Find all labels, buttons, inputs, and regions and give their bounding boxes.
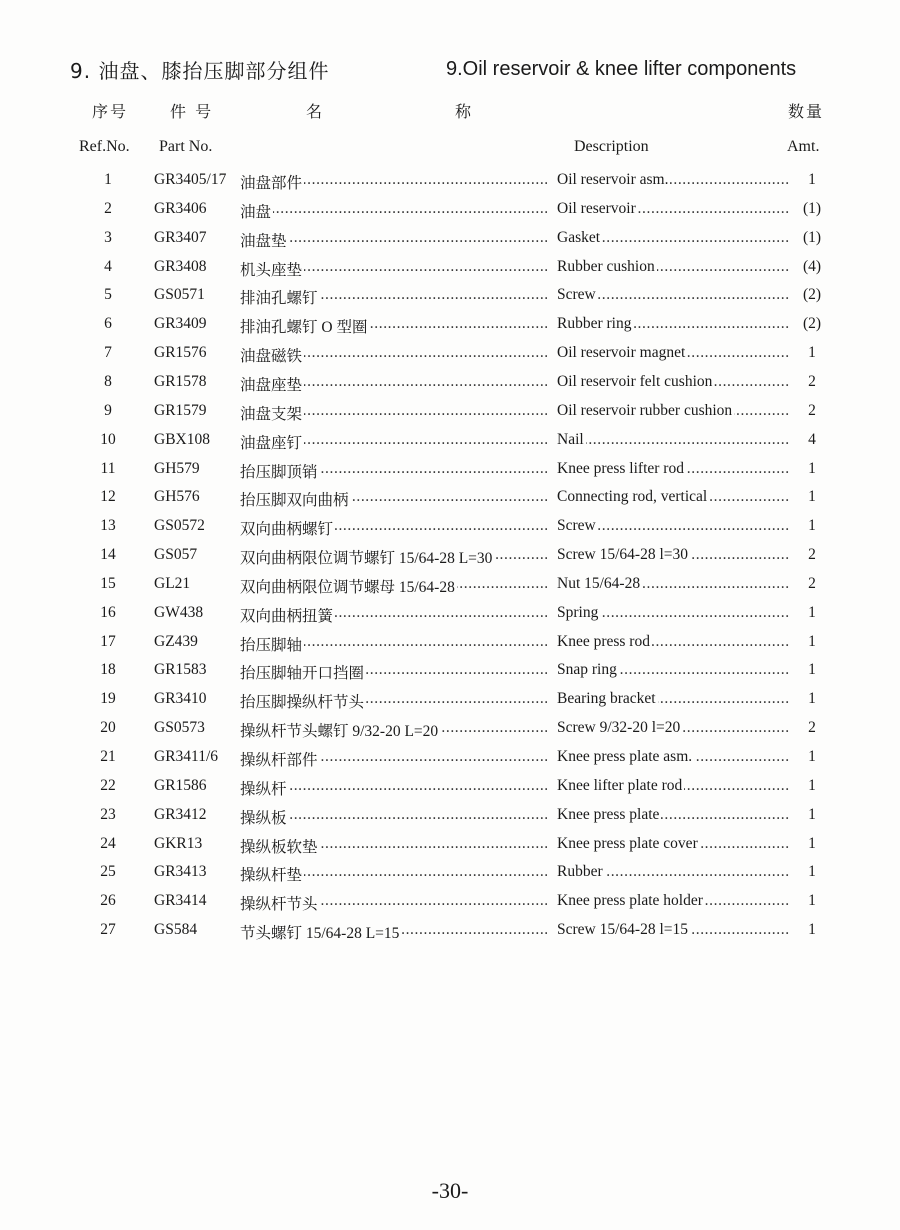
- description-chinese: [240, 402, 547, 424]
- table-row: [0, 633, 900, 662]
- ref-number: 13: [100, 517, 116, 535]
- amount: 1: [808, 171, 816, 188]
- part-number: GR3413: [154, 863, 207, 881]
- part-number: GBX108: [154, 430, 210, 448]
- description-english: [557, 633, 789, 651]
- ref-number: 17: [100, 632, 116, 650]
- description-english: [557, 661, 789, 679]
- column-header-desc-en: Description: [574, 138, 649, 155]
- part-number: GL21: [154, 574, 191, 592]
- description-english-text: Knee press plate: [557, 805, 660, 823]
- description-chinese: [240, 777, 547, 799]
- description-english-text: Screw 15/64-28 l=15: [557, 921, 689, 939]
- part-number: GS057: [154, 546, 198, 564]
- description-english-text: Oil reservoir rubber cushion: [557, 401, 733, 419]
- table-row: [0, 835, 900, 864]
- description-english: [557, 171, 789, 189]
- description-chinese-text: 双向曲柄限位调节螺钉 15/64-28 L=30: [240, 550, 493, 568]
- table-row: [0, 460, 900, 489]
- amount: (1): [802, 199, 822, 217]
- description-english: [557, 835, 789, 853]
- description-chinese: [240, 431, 547, 453]
- amount: 1: [808, 459, 816, 477]
- description-english: [557, 286, 789, 304]
- part-number: GR3414: [154, 892, 207, 910]
- ref-number: 20: [100, 719, 116, 737]
- amount: 1: [808, 603, 816, 621]
- ref-number: 26: [100, 892, 116, 910]
- description-english: [557, 748, 789, 766]
- part-number: GH576: [154, 488, 200, 506]
- table-row: [0, 690, 900, 719]
- description-chinese-text: 抬压脚双向曲柄: [240, 492, 349, 510]
- description-english-text: Oil reservoir felt cushion: [557, 372, 713, 390]
- description-english: [557, 344, 789, 362]
- description-chinese: [240, 690, 547, 712]
- description-chinese-text: 操纵板: [240, 809, 287, 827]
- amount: 2: [808, 401, 816, 419]
- description-english: [557, 546, 789, 564]
- description-english-text: Rubber ring: [557, 315, 632, 333]
- table-row: [0, 921, 900, 950]
- amount: 2: [808, 372, 816, 390]
- description-english: [557, 604, 789, 622]
- ref-number: 3: [104, 228, 112, 246]
- amount: 1: [808, 517, 816, 535]
- table-row: [0, 661, 900, 690]
- description-chinese: [240, 171, 547, 193]
- description-english-text: Knee press plate cover: [557, 834, 698, 852]
- description-english: [557, 892, 789, 910]
- description-chinese: [240, 835, 547, 857]
- part-number: GS0573: [154, 719, 205, 737]
- description-chinese: [240, 517, 547, 539]
- table-row: [0, 315, 900, 344]
- description-chinese-text: 油盘部件: [240, 175, 303, 192]
- amount: 4: [808, 430, 816, 448]
- table-row: [0, 777, 900, 806]
- part-number: GR1578: [154, 372, 207, 390]
- description-chinese: [240, 286, 547, 308]
- description-english-text: Knee lifter plate rod: [557, 776, 683, 794]
- page-number: -30-: [431, 1178, 469, 1203]
- description-chinese-text: 操纵杆节头螺钉 9/32-20 L=20: [240, 723, 439, 741]
- part-number: GS584: [154, 921, 198, 939]
- description-english: [557, 806, 789, 824]
- description-chinese-text: 双向曲柄螺钉: [240, 521, 334, 539]
- description-chinese-text: 节头螺钉 15/64-28 L=15: [240, 925, 400, 943]
- ref-number: 2: [104, 199, 112, 217]
- column-header-amt-en: Amt.: [787, 138, 820, 155]
- table-row: [0, 344, 900, 373]
- description-english: [557, 690, 789, 708]
- column-header-amt-cn: 数量: [788, 102, 825, 121]
- description-english-text: Screw: [557, 286, 596, 304]
- description-chinese: [240, 546, 547, 568]
- description-chinese-text: 操纵杆: [240, 780, 287, 798]
- amount: 1: [808, 863, 816, 881]
- description-english: [557, 200, 789, 218]
- description-chinese: [240, 229, 547, 251]
- amount: (2): [802, 315, 822, 333]
- description-english-text: Gasket: [557, 228, 601, 246]
- column-header-part-cn: 件 号: [170, 102, 214, 121]
- part-number: GR1576: [154, 344, 207, 362]
- amount: 1: [808, 892, 816, 910]
- description-english-text: Oil reservoir magnet: [557, 344, 686, 362]
- table-row: [0, 892, 900, 921]
- ref-number: 27: [100, 921, 116, 939]
- description-chinese: [240, 921, 547, 943]
- part-number: GW438: [154, 603, 204, 621]
- description-english: [557, 229, 789, 247]
- description-chinese-text: 操纵杆垫: [240, 867, 303, 885]
- description-chinese-text: 油盘垫: [240, 232, 287, 250]
- description-english: [557, 402, 789, 420]
- description-chinese-text: 油盘磁铁: [240, 348, 303, 366]
- description-chinese-text: 抬压脚轴: [240, 636, 303, 654]
- description-chinese-text: 油盘座钉: [240, 434, 303, 452]
- amount: (4): [802, 257, 822, 275]
- description-english-text: Nail: [557, 430, 584, 448]
- table-row: [0, 402, 900, 431]
- description-chinese: [240, 344, 547, 366]
- description-english: [557, 488, 789, 506]
- part-number: GR3412: [154, 805, 207, 823]
- amount: 2: [808, 719, 816, 737]
- description-english-text: Screw 15/64-28 l=30: [557, 546, 689, 564]
- table-row: [0, 575, 900, 604]
- part-number: GR1586: [154, 776, 207, 794]
- part-number: GR3408: [154, 257, 207, 275]
- section-title-english: 9.Oil reservoir & knee lifter components: [446, 58, 797, 80]
- amount: 1: [808, 661, 816, 679]
- description-chinese: [240, 892, 547, 914]
- description-english-text: Rubber: [557, 863, 603, 881]
- description-english-text: Snap ring: [557, 661, 617, 679]
- description-chinese: [240, 200, 547, 222]
- description-english: [557, 777, 789, 795]
- description-english-text: Knee press plate asm.: [557, 748, 693, 765]
- table-row: [0, 719, 900, 748]
- description-english-text: Connecting rod, vertical: [557, 488, 708, 506]
- amount: (1): [802, 228, 822, 246]
- table-row: [0, 604, 900, 633]
- ref-number: 23: [100, 805, 116, 823]
- table-row: [0, 229, 900, 258]
- description-chinese-text: 抬压脚顶销: [240, 463, 318, 481]
- part-number: GR3410: [154, 690, 207, 708]
- section-title-chinese: 9. 油盘、膝抬压脚部分组件: [70, 59, 330, 83]
- ref-number: 5: [104, 286, 112, 304]
- ref-number: 15: [100, 574, 116, 592]
- part-number: GR3405/17: [154, 171, 227, 188]
- description-chinese-text: 油盘: [240, 203, 272, 221]
- description-english: [557, 315, 789, 333]
- part-number: GR3411/6: [154, 748, 219, 765]
- table-row: [0, 546, 900, 575]
- column-header-desc-cn-1: 名: [306, 102, 325, 121]
- part-number: GZ439: [154, 632, 198, 650]
- description-english-text: Knee press lifter rod: [557, 459, 684, 477]
- description-english-text: Knee press rod: [557, 632, 650, 650]
- ref-number: 9: [104, 401, 112, 419]
- amount: 1: [808, 690, 816, 708]
- description-chinese-text: 排油孔螺钉 O 型圈: [240, 319, 368, 337]
- table-row: [0, 488, 900, 517]
- description-chinese-text: 抬压脚操纵杆节头: [240, 694, 365, 712]
- description-english-text: Spring: [557, 603, 599, 621]
- description-chinese: [240, 460, 547, 482]
- amount: 1: [808, 748, 816, 765]
- table-row: [0, 806, 900, 835]
- description-chinese-text: 抬压脚轴开口挡圈: [240, 665, 365, 683]
- part-number: GR1583: [154, 661, 207, 679]
- description-chinese: [240, 315, 547, 337]
- description-english: [557, 863, 789, 881]
- amount: 1: [808, 921, 816, 939]
- description-chinese: [240, 604, 547, 626]
- description-chinese-text: 操纵板软垫: [240, 838, 318, 856]
- description-chinese-text: 油盘支架: [240, 405, 303, 423]
- part-number: GS0571: [154, 286, 205, 304]
- description-english-text: Bearing bracket: [557, 690, 656, 708]
- table-row: [0, 748, 900, 777]
- description-chinese-text: 双向曲柄限位调节螺母 15/64-28: [240, 578, 455, 596]
- description-english: [557, 460, 789, 478]
- description-chinese-text: 排油孔螺钉: [240, 290, 318, 308]
- description-chinese-text: 油盘座垫: [240, 376, 303, 394]
- description-chinese-text: 操纵杆部件: [240, 752, 318, 769]
- description-chinese-text: 机头座垫: [240, 261, 303, 279]
- ref-number: 1: [104, 171, 112, 188]
- ref-number: 8: [104, 372, 112, 390]
- description-chinese: [240, 575, 547, 597]
- table-row: [0, 171, 900, 200]
- description-english: [557, 575, 789, 593]
- table-row: [0, 286, 900, 315]
- part-number: GS0572: [154, 517, 205, 535]
- column-header-part-en: Part No.: [159, 138, 213, 155]
- amount: 1: [808, 488, 816, 506]
- ref-number: 25: [100, 863, 116, 881]
- ref-number: 11: [100, 459, 116, 477]
- table-row: [0, 863, 900, 892]
- ref-number: 6: [104, 315, 112, 333]
- ref-number: 18: [100, 661, 116, 679]
- description-chinese: [240, 488, 547, 510]
- amount: 1: [808, 344, 816, 362]
- description-english: [557, 373, 789, 391]
- description-english: [557, 921, 789, 939]
- amount: 2: [808, 546, 816, 564]
- description-chinese-text: 操纵杆节头: [240, 896, 318, 914]
- ref-number: 21: [100, 748, 116, 765]
- description-chinese: [240, 748, 547, 770]
- ref-number: 19: [100, 690, 116, 708]
- amount: 1: [808, 834, 816, 852]
- column-header-desc-cn-2: 称: [455, 102, 474, 121]
- description-chinese: [240, 633, 547, 655]
- part-number: GH579: [154, 459, 200, 477]
- description-chinese: [240, 258, 547, 280]
- description-english-text: Nut 15/64-28: [557, 574, 641, 592]
- amount: 1: [808, 805, 816, 823]
- amount: 1: [808, 632, 816, 650]
- amount: 1: [808, 776, 816, 794]
- ref-number: 4: [104, 257, 112, 275]
- ref-number: 24: [100, 834, 116, 852]
- table-row: [0, 431, 900, 460]
- ref-number: 16: [100, 603, 116, 621]
- amount: (2): [802, 286, 822, 304]
- column-header-ref-en: Ref.No.: [79, 138, 130, 155]
- description-chinese: [240, 806, 547, 828]
- description-english: [557, 719, 789, 737]
- ref-number: 10: [100, 430, 116, 448]
- description-chinese-text: 双向曲柄扭簧: [240, 607, 334, 625]
- part-number: GR3409: [154, 315, 207, 333]
- description-chinese: [240, 373, 547, 395]
- ref-number: 14: [100, 546, 116, 564]
- description-chinese: [240, 863, 547, 885]
- part-number: GR1579: [154, 401, 207, 419]
- column-header-ref-cn: 序号: [92, 102, 129, 121]
- description-english: [557, 431, 789, 449]
- description-english-text: Oil reservoir asm.: [557, 171, 669, 188]
- description-english: [557, 258, 789, 276]
- description-english-text: Screw: [557, 517, 596, 535]
- table-row: [0, 200, 900, 229]
- table-row: [0, 258, 900, 287]
- part-number: GKR13: [154, 834, 203, 852]
- table-row: [0, 517, 900, 546]
- description-chinese: [240, 661, 547, 683]
- part-number: GR3407: [154, 228, 207, 246]
- description-english-text: Knee press plate holder: [557, 892, 703, 910]
- ref-number: 12: [100, 488, 116, 506]
- description-english-text: Screw 9/32-20 l=20: [557, 719, 681, 737]
- description-english-text: Rubber cushion: [557, 257, 655, 275]
- description-english: [557, 517, 789, 535]
- part-number: GR3406: [154, 199, 207, 217]
- amount: 2: [808, 574, 816, 592]
- ref-number: 22: [100, 776, 116, 794]
- table-row: [0, 373, 900, 402]
- description-english-text: Oil reservoir: [557, 199, 636, 217]
- ref-number: 7: [104, 344, 112, 362]
- description-chinese: [240, 719, 547, 741]
